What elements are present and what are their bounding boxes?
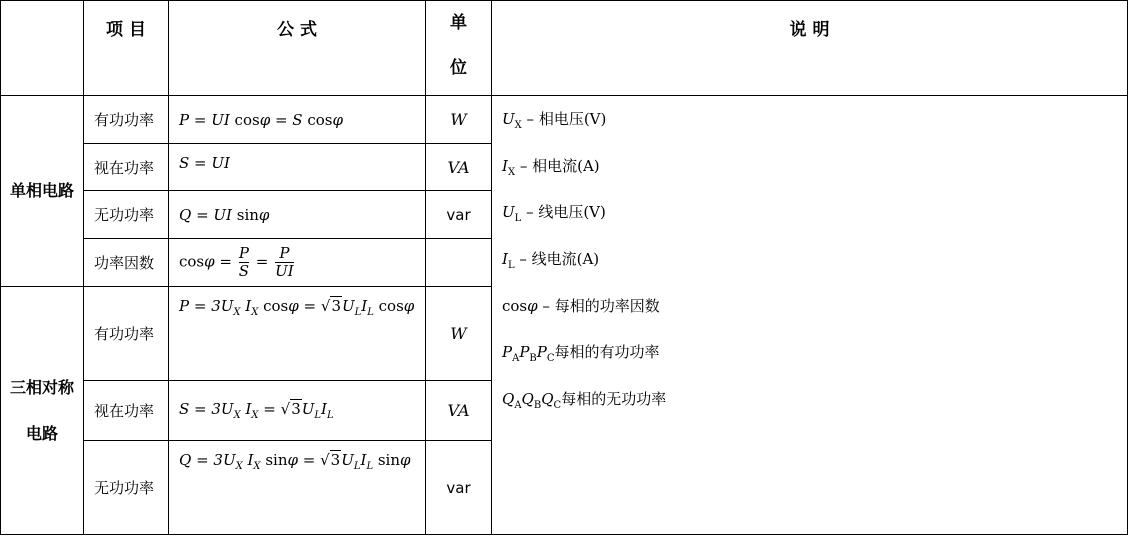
header-item: 项 目 — [84, 1, 169, 96]
note-phase-current: $I_X$ – 相电流(A) — [502, 156, 600, 178]
formula-reactive-power-1ph: Q = UI sinφ — [169, 191, 426, 239]
header-blank — [1, 1, 84, 96]
note-reactive-power: $Q_AQ_BQ_C$每相的无功功率 — [502, 390, 667, 412]
row-item: 有功功率 — [84, 287, 169, 381]
note-line-voltage: $U_L$ – 线电压(V) — [502, 203, 606, 225]
formula-reactive-power-3ph: $Q = 3U_X$ $I_X$ $\sin\varphi = √3U_LI_L$ sinφ — [169, 441, 426, 535]
header-unit-bottom: 位 — [450, 58, 467, 78]
group-single-phase: 单相电路 — [1, 96, 84, 287]
formula-apparent-power-3ph: $S = 3U_X$ $I_X = √3U_LI_L$ — [169, 381, 426, 441]
row-unit: W — [426, 96, 492, 144]
header-notes: 说 明 — [492, 1, 1128, 96]
group-three-phase-line2: 电路 — [25, 423, 58, 443]
row-unit: VA — [426, 381, 492, 441]
row-item: 无功功率 — [84, 441, 169, 535]
row-item: 视在功率 — [84, 144, 169, 191]
row-unit: W — [426, 287, 492, 381]
formula-power-factor: cosφ = $\frac{P}{S}$ = $\frac{P}{UI}$ — [169, 239, 426, 287]
formula-active-power-1ph: P = UI cosφ = S cosφ — [169, 96, 426, 144]
header-unit — [426, 1, 492, 96]
header-formula: 公 式 — [169, 1, 426, 96]
row-unit: var — [426, 191, 492, 239]
note-power-factor: cosφ – 每相的功率因数 — [502, 296, 660, 315]
note-line-current: $I_L$ – 线电流(A) — [502, 250, 600, 272]
row-item: 有功功率 — [84, 96, 169, 144]
formula-apparent-power-1ph: S = UI — [169, 144, 426, 191]
row-unit: VA — [426, 144, 492, 191]
note-phase-voltage: $U_X$ – 相电压(V) — [502, 110, 607, 131]
group-three-phase-line1: 三相对称 — [9, 377, 74, 397]
row-unit — [426, 239, 492, 287]
row-item: 功率因数 — [84, 239, 169, 287]
note-active-power: $P_AP_BP_C$每相的有功功率 — [502, 343, 660, 365]
header-unit-top: 单 — [450, 13, 467, 33]
formula-active-power-3ph: $P = 3U_X$ $I_X$ $\cos\varphi = √3U_LI_L$ cosφ — [169, 287, 426, 381]
group-three-phase — [1, 287, 84, 535]
row-unit: var — [426, 441, 492, 535]
row-item: 无功功率 — [84, 191, 169, 239]
notes-cell — [492, 96, 1128, 535]
row-item: 视在功率 — [84, 381, 169, 441]
